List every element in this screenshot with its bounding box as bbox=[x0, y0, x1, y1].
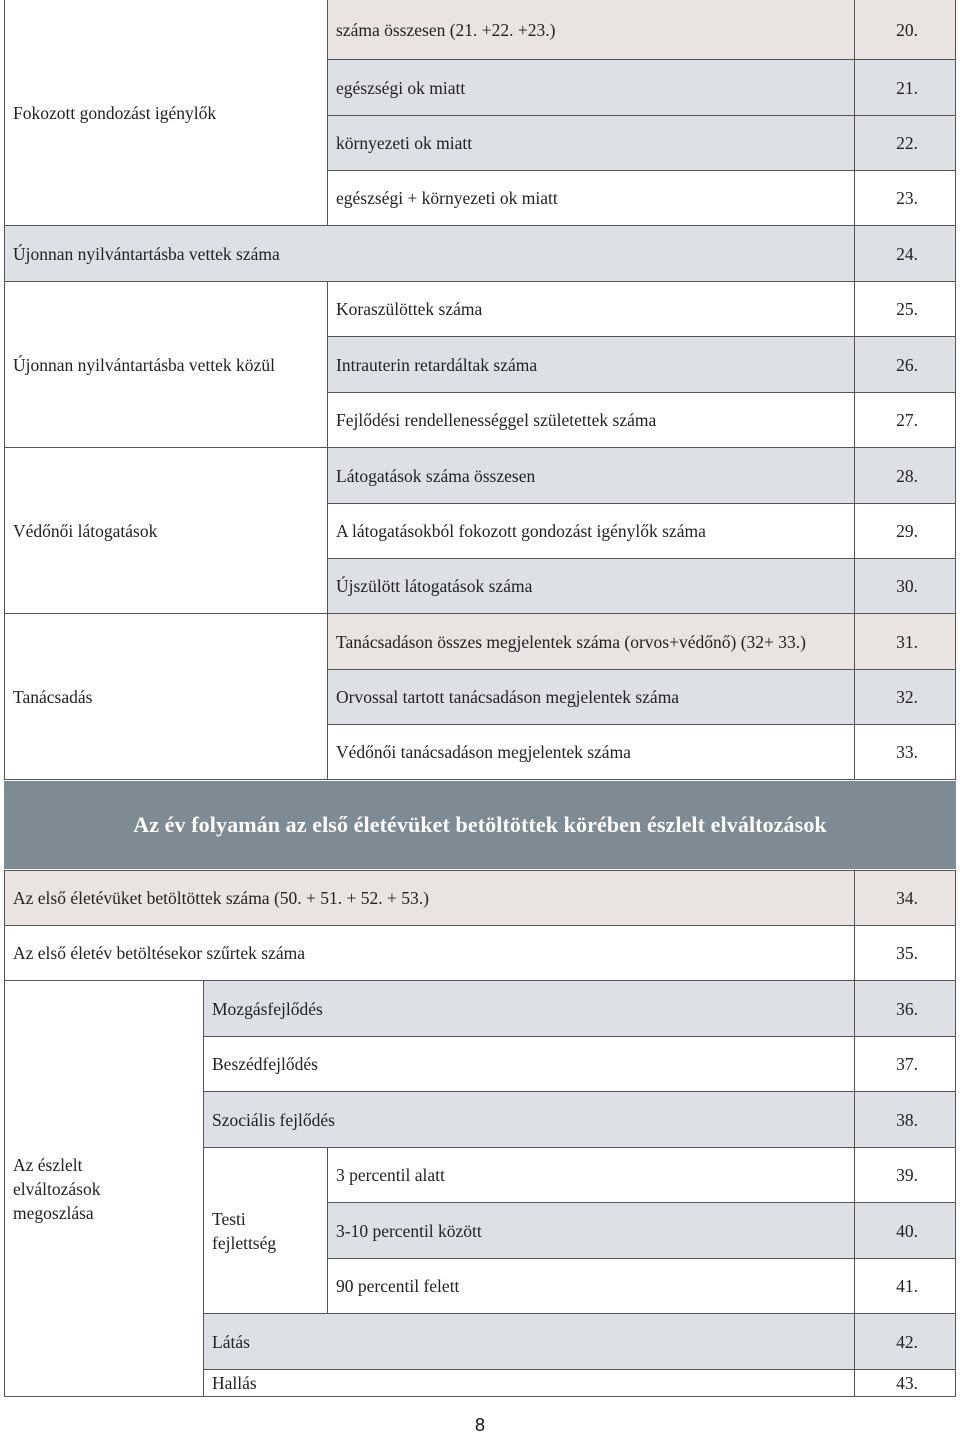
group-label-text: Tanácsadás bbox=[13, 686, 93, 707]
page-number: 8 bbox=[474, 1414, 485, 1435]
row-23-label: egészségi + környezeti ok miatt bbox=[328, 171, 855, 226]
row-38-number: 38. bbox=[855, 1092, 956, 1148]
group-label-text: Védőnői látogatások bbox=[13, 520, 158, 541]
row-33-label: Védőnői tanácsadáson megjelentek száma bbox=[328, 725, 855, 780]
row-20-number: 20. bbox=[855, 0, 956, 60]
row-33-number: 33. bbox=[855, 725, 956, 780]
row-41-number: 41. bbox=[855, 1259, 956, 1314]
row-20-label: száma összesen (21. +22. +23.) bbox=[328, 0, 855, 60]
row-34-number: 34. bbox=[855, 870, 956, 926]
row-24-number: 24. bbox=[855, 226, 956, 282]
row-21-number: 21. bbox=[855, 60, 956, 116]
group-label-eszlelt bbox=[4, 981, 204, 1397]
row-40-label: 3-10 percentil között bbox=[328, 1203, 855, 1259]
section-banner: Az év folyamán az első életévüket betöltöttek körében észlelt elváltozások bbox=[4, 781, 956, 869]
row-23-number: 23. bbox=[855, 171, 956, 226]
row-25-label: Koraszülöttek száma bbox=[328, 282, 855, 337]
row-37-number: 37. bbox=[855, 1037, 956, 1092]
row-31-label-text: Tanácsadáson összes megjelentek száma (orvos+védőnő) (32+ 33.) bbox=[336, 631, 806, 652]
row-37-label: Beszédfejlődés bbox=[204, 1037, 855, 1092]
row-26-label: Intrauterin retardáltak száma bbox=[328, 337, 855, 393]
row-29-label: A látogatásokból fokozott gondozást igénylők száma bbox=[328, 504, 855, 559]
row-30-label: Újszülött látogatások száma bbox=[328, 559, 855, 614]
row-31-number: 31. bbox=[855, 614, 956, 670]
row-38-label: Szociális fejlődés bbox=[204, 1092, 855, 1148]
row-25-number: 25. bbox=[855, 282, 956, 337]
row-24-label: Újonnan nyilvántartásba vettek száma bbox=[4, 226, 855, 282]
row-28-label: Látogatások száma összesen bbox=[328, 448, 855, 504]
row-42-label: Látás bbox=[204, 1314, 855, 1370]
row-35-label: Az első életév betöltésekor szűrtek száma bbox=[4, 926, 855, 981]
group-label-fokozott bbox=[4, 0, 328, 226]
row-21-label: egészségi ok miatt bbox=[328, 60, 855, 116]
row-36-number: 36. bbox=[855, 981, 956, 1037]
row-42-number: 42. bbox=[855, 1314, 956, 1370]
row-26-number: 26. bbox=[855, 337, 956, 393]
group-label-text: Az észlelt elváltozások megoszlása bbox=[13, 1154, 101, 1223]
row-22-number: 22. bbox=[855, 116, 956, 171]
row-43-number: 43. bbox=[855, 1370, 956, 1397]
group-label-tanacsadas bbox=[4, 614, 328, 780]
row-27-number: 27. bbox=[855, 393, 956, 448]
row-32-number: 32. bbox=[855, 670, 956, 725]
group-label-text: Fokozott gondozást igénylők bbox=[13, 102, 217, 123]
row-22-label: környezeti ok miatt bbox=[328, 116, 855, 171]
row-43-label: Hallás bbox=[204, 1370, 855, 1397]
group-label-testi bbox=[204, 1148, 328, 1314]
row-39-label: 3 percentil alatt bbox=[328, 1148, 855, 1203]
row-31-label bbox=[328, 614, 855, 670]
row-41-label: 90 percentil felett bbox=[328, 1259, 855, 1314]
group-label-text: Újonnan nyilvántartásba vettek közül bbox=[13, 354, 275, 375]
row-28-number: 28. bbox=[855, 448, 956, 504]
row-30-number: 30. bbox=[855, 559, 956, 614]
group-label-text: Testi fejlettség bbox=[212, 1208, 277, 1253]
row-32-label: Orvossal tartott tanácsadáson megjelentek száma bbox=[328, 670, 855, 725]
row-27-label: Fejlődési rendellenességgel születettek száma bbox=[328, 393, 855, 448]
row-40-number: 40. bbox=[855, 1203, 956, 1259]
row-29-number: 29. bbox=[855, 504, 956, 559]
row-39-number: 39. bbox=[855, 1148, 956, 1203]
group-label-ujonnan bbox=[4, 282, 328, 448]
group-label-vedonoi bbox=[4, 448, 328, 614]
row-36-label: Mozgásfejlődés bbox=[204, 981, 855, 1037]
row-35-number: 35. bbox=[855, 926, 956, 981]
row-34-label: Az első életévüket betöltöttek száma (50. + 51. + 52. + 53.) bbox=[4, 870, 855, 926]
